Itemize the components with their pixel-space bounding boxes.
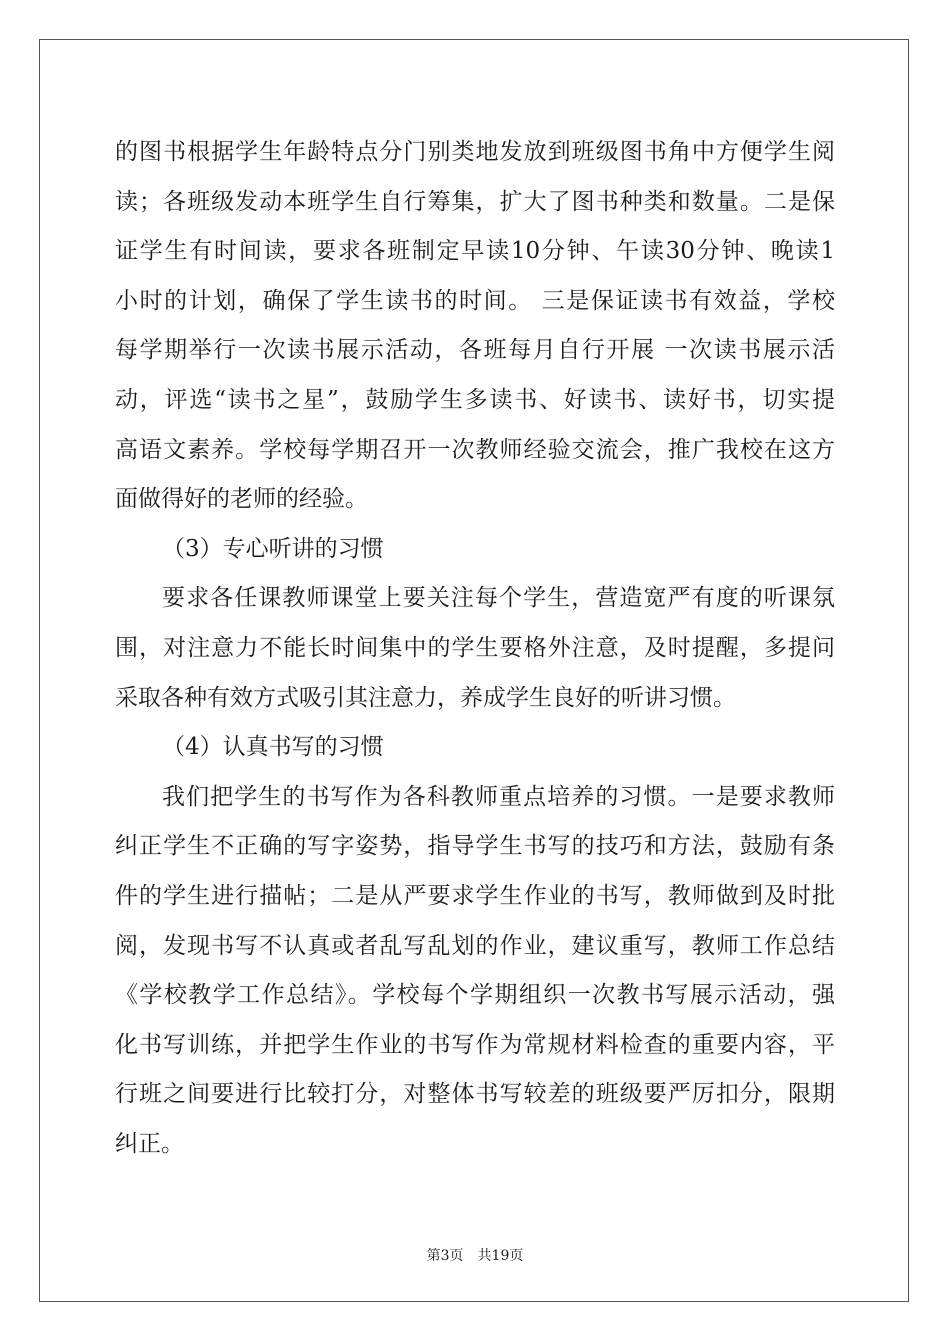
text-line: 围，对注意力不能长时间集中的学生要格外注意，及时提醒，多提问 [115,634,835,661]
text-line: 要求各任课教师课堂上要关注每个学生，营造宽严有度的听课氛 [162,585,835,612]
text-line: 行班之间要进行比较打分，对整体书写较差的班级要严厉扣分，限期 [115,1081,835,1108]
text-line: 化书写训练，并把学生作业的书写作为常规材料检查的重要内容，平 [115,1031,835,1058]
text-line: 纠正学生不正确的写字姿势，指导学生书写的技巧和方法，鼓励有条 [115,833,835,860]
text-line: 小时的计划，确保了学生读书的时间。 三是保证读书有效益，学校 [115,287,835,314]
text-line: 证学生有时间读，要求各班制定早读10分钟、午读30分钟、晚读1 [115,238,835,265]
text-line: 每学期举行一次读书展示活动，各班每月自行开展 一次读书展示活 [115,337,835,364]
page-number-footer: 第3页 共19页 [426,1248,524,1264]
text-line: 高语文素养。学校每学期召开一次教师经验交流会，推广我校在这方 [115,436,835,463]
text-line: 纠正。 [115,1130,184,1157]
text-line: 采取各种有效方式吸引其注意力，养成学生良好的听讲习惯。 [115,684,736,711]
text-line: 阅，发现书写不认真或者乱写乱划的作业，建议重写，教师工作总结 [115,932,835,959]
text-line: 读；各班级发动本班学生自行筹集，扩大了图书种类和数量。二是保 [115,188,835,215]
text-line: 件的学生进行描帖；二是从严要求学生作业的书写，教师做到及时批 [115,882,835,909]
text-line: 动，评选“读书之星”，鼓励学生多读书、好读书、读好书，切实提 [115,386,835,413]
text-line: 《学校教学工作总结》。学校每个学期组织一次教书写展示活动，强 [115,982,835,1009]
text-line: （4）认真书写的习惯 [162,734,384,761]
text-line: 我们把学生的书写作为各科教师重点培养的习惯。一是要求教师 [162,783,835,810]
text-line: 面做得好的老师的经验。 [115,486,368,513]
text-line: 的图书根据学生年龄特点分门别类地发放到班级图书角中方便学生阅 [115,139,835,165]
text-line: （3）专心听讲的习惯 [162,535,384,562]
document-body [115,128,835,1169]
